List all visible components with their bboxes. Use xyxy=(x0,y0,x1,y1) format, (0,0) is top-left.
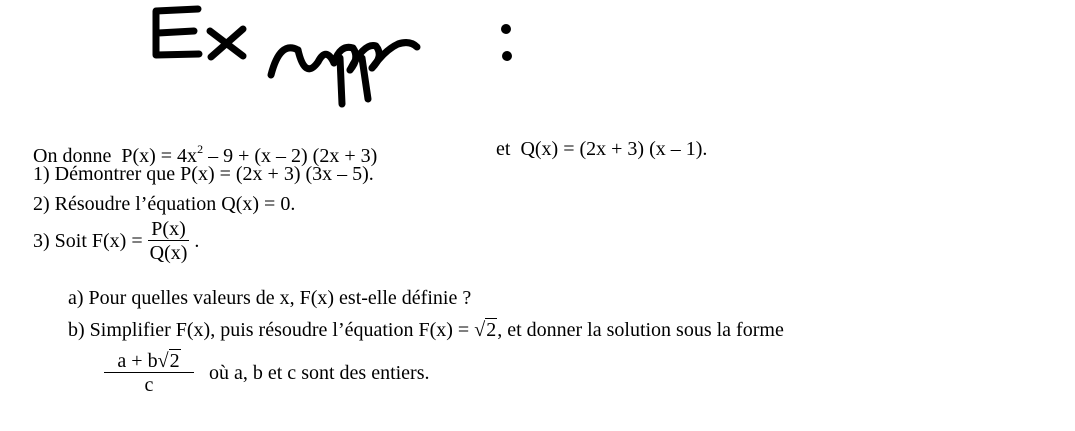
et-word: et xyxy=(496,138,511,160)
intro-prefix: On donne xyxy=(33,145,112,167)
p-lhs: P(x) = 4x xyxy=(121,145,198,167)
q3b-rest: , et donner la solution sous la forme xyxy=(497,319,784,341)
answer-text: où a, b et c sont des entiers. xyxy=(209,362,430,384)
q3-lead: 3) Soit F(x) = xyxy=(33,230,143,252)
f-fraction xyxy=(148,218,190,265)
p-exponent: 2 xyxy=(197,142,204,156)
answer-fraction xyxy=(104,350,194,397)
question-1: 1) Démontrer que P(x) = (2x + 3) (3x – 5). xyxy=(33,163,374,185)
question-2: 2) Résoudre l’équation Q(x) = 0. xyxy=(33,193,296,215)
sqrt-two: √2 xyxy=(474,319,497,341)
p-rhs: – 9 + (x – 2) (2x + 3) xyxy=(203,145,378,167)
sqrt-radicand: 2 xyxy=(486,319,497,341)
q-definition: Q(x) = (2x + 3) (x – 1). xyxy=(520,138,708,160)
f-numerator: P(x) xyxy=(151,218,186,240)
q3-end: . xyxy=(194,230,200,252)
f-denominator: Q(x) xyxy=(149,242,188,264)
answer-form xyxy=(104,350,430,397)
answer-sqrt: √2 xyxy=(157,350,180,372)
intro-et xyxy=(496,137,707,161)
q3b-text: b) Simplifier F(x), puis résoudre l’équation F(x) = xyxy=(68,319,470,341)
answer-denominator: c xyxy=(104,372,194,397)
question-3a: a) Pour quelles valeurs de x, F(x) est-elle définie ? xyxy=(68,287,472,309)
answer-num-text: a + b xyxy=(117,350,158,372)
question-3 xyxy=(33,218,199,265)
answer-numerator xyxy=(104,350,194,372)
question-3b xyxy=(68,318,784,342)
answer-radicand: 2 xyxy=(169,350,180,372)
